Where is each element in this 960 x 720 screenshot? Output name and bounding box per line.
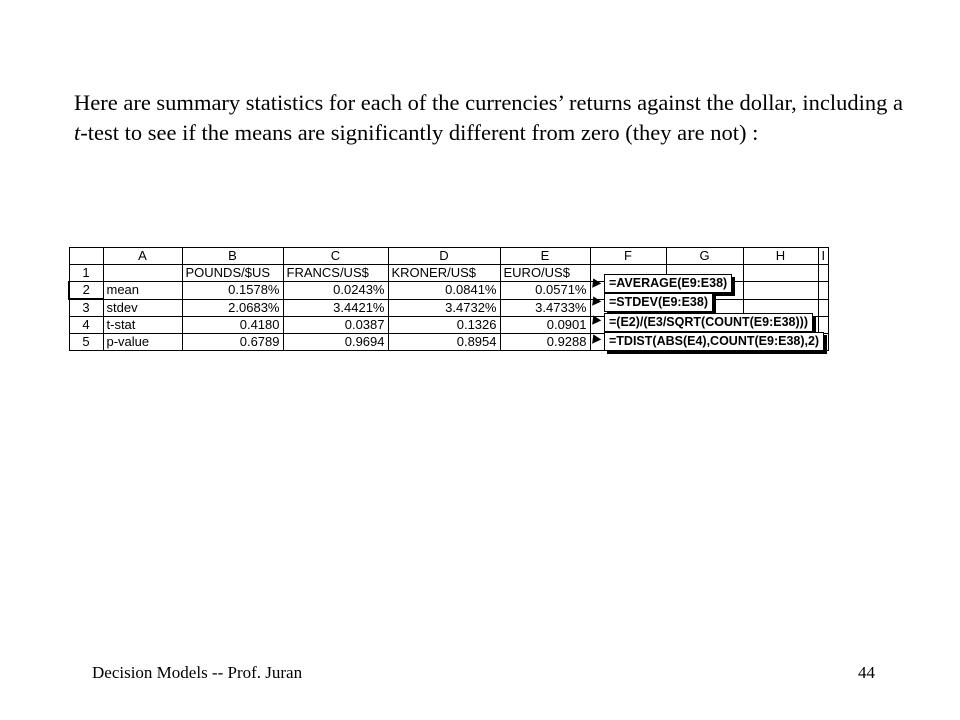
row-header[interactable]: 5 [69, 334, 103, 351]
corner-cell[interactable] [69, 248, 103, 265]
cell-label[interactable] [103, 265, 182, 282]
cell-value[interactable]: 0.0387 [283, 317, 388, 334]
cell-header-euro[interactable]: EURO/US$ [500, 265, 590, 282]
cell-value[interactable]: 0.1578% [182, 282, 283, 300]
intro-t-variable: t [74, 120, 81, 145]
cell-header-kroner[interactable]: KRONER/US$ [388, 265, 500, 282]
cell-value[interactable]: 0.9288 [500, 334, 590, 351]
footer-course: Decision Models -- Prof. Juran [92, 663, 303, 682]
cell[interactable] [818, 317, 829, 334]
formula-callout-tdist: =TDIST(ABS(E4),COUNT(E9:E38),2) [604, 332, 824, 351]
cell-label[interactable]: p-value [103, 334, 182, 351]
cell-value[interactable]: 0.6789 [182, 334, 283, 351]
cell[interactable] [743, 265, 818, 282]
formula-callout-average: =AVERAGE(E9:E38) [604, 274, 732, 293]
column-header-h[interactable]: H [743, 248, 818, 265]
intro-text-after: -test to see if the means are significantly different from zero (they are not) : [80, 120, 759, 145]
cell-value[interactable]: 0.8954 [388, 334, 500, 351]
formula-callout-tstat: =(E2)/(E3/SQRT(COUNT(E9:E38))) [604, 313, 813, 332]
column-header-i[interactable]: I [818, 248, 829, 265]
column-header-d[interactable]: D [388, 248, 500, 265]
row-header[interactable]: 3 [69, 299, 103, 317]
column-header-e[interactable]: E [500, 248, 590, 265]
cell[interactable] [818, 282, 829, 300]
column-header-g[interactable]: G [666, 248, 743, 265]
cell[interactable] [818, 265, 829, 282]
row-header[interactable]: 1 [69, 265, 103, 282]
cell-value[interactable]: 0.1326 [388, 317, 500, 334]
cell-header-pounds[interactable]: POUNDS/$US [182, 265, 283, 282]
cell-label[interactable]: stdev [103, 299, 182, 317]
column-header-row [69, 248, 829, 265]
cell-value[interactable]: 0.0571% [500, 282, 590, 300]
cell-value[interactable]: 3.4732% [388, 299, 500, 317]
column-header-b[interactable]: B [182, 248, 283, 265]
cell-value[interactable]: 0.0841% [388, 282, 500, 300]
cell-value[interactable]: 0.4180 [182, 317, 283, 334]
cell-value[interactable]: 0.9694 [283, 334, 388, 351]
cell-value[interactable]: 0.0243% [283, 282, 388, 300]
intro-text-before: Here are summary statistics for each of the currencies’ returns against the dollar, including a [74, 90, 903, 115]
column-header-a[interactable]: A [103, 248, 182, 265]
cell-value[interactable]: 3.4733% [500, 299, 590, 317]
footer-page-number: 44 [858, 663, 875, 682]
formula-callout-stdev: =STDEV(E9:E38) [604, 293, 713, 312]
cell-label[interactable]: mean [103, 282, 182, 300]
cell[interactable] [743, 282, 818, 300]
cell-value[interactable]: 3.4421% [283, 299, 388, 317]
row-header[interactable]: 4 [69, 317, 103, 334]
cell-value[interactable]: 0.0901 [500, 317, 590, 334]
column-header-c[interactable]: C [283, 248, 388, 265]
column-header-f[interactable]: F [590, 248, 666, 265]
cell-value[interactable]: 2.0683% [182, 299, 283, 317]
cell-header-francs[interactable]: FRANCS/US$ [283, 265, 388, 282]
cell[interactable] [818, 299, 829, 317]
cell-label[interactable]: t-stat [103, 317, 182, 334]
row-header[interactable]: 2 [69, 282, 103, 300]
intro-paragraph [74, 88, 914, 148]
